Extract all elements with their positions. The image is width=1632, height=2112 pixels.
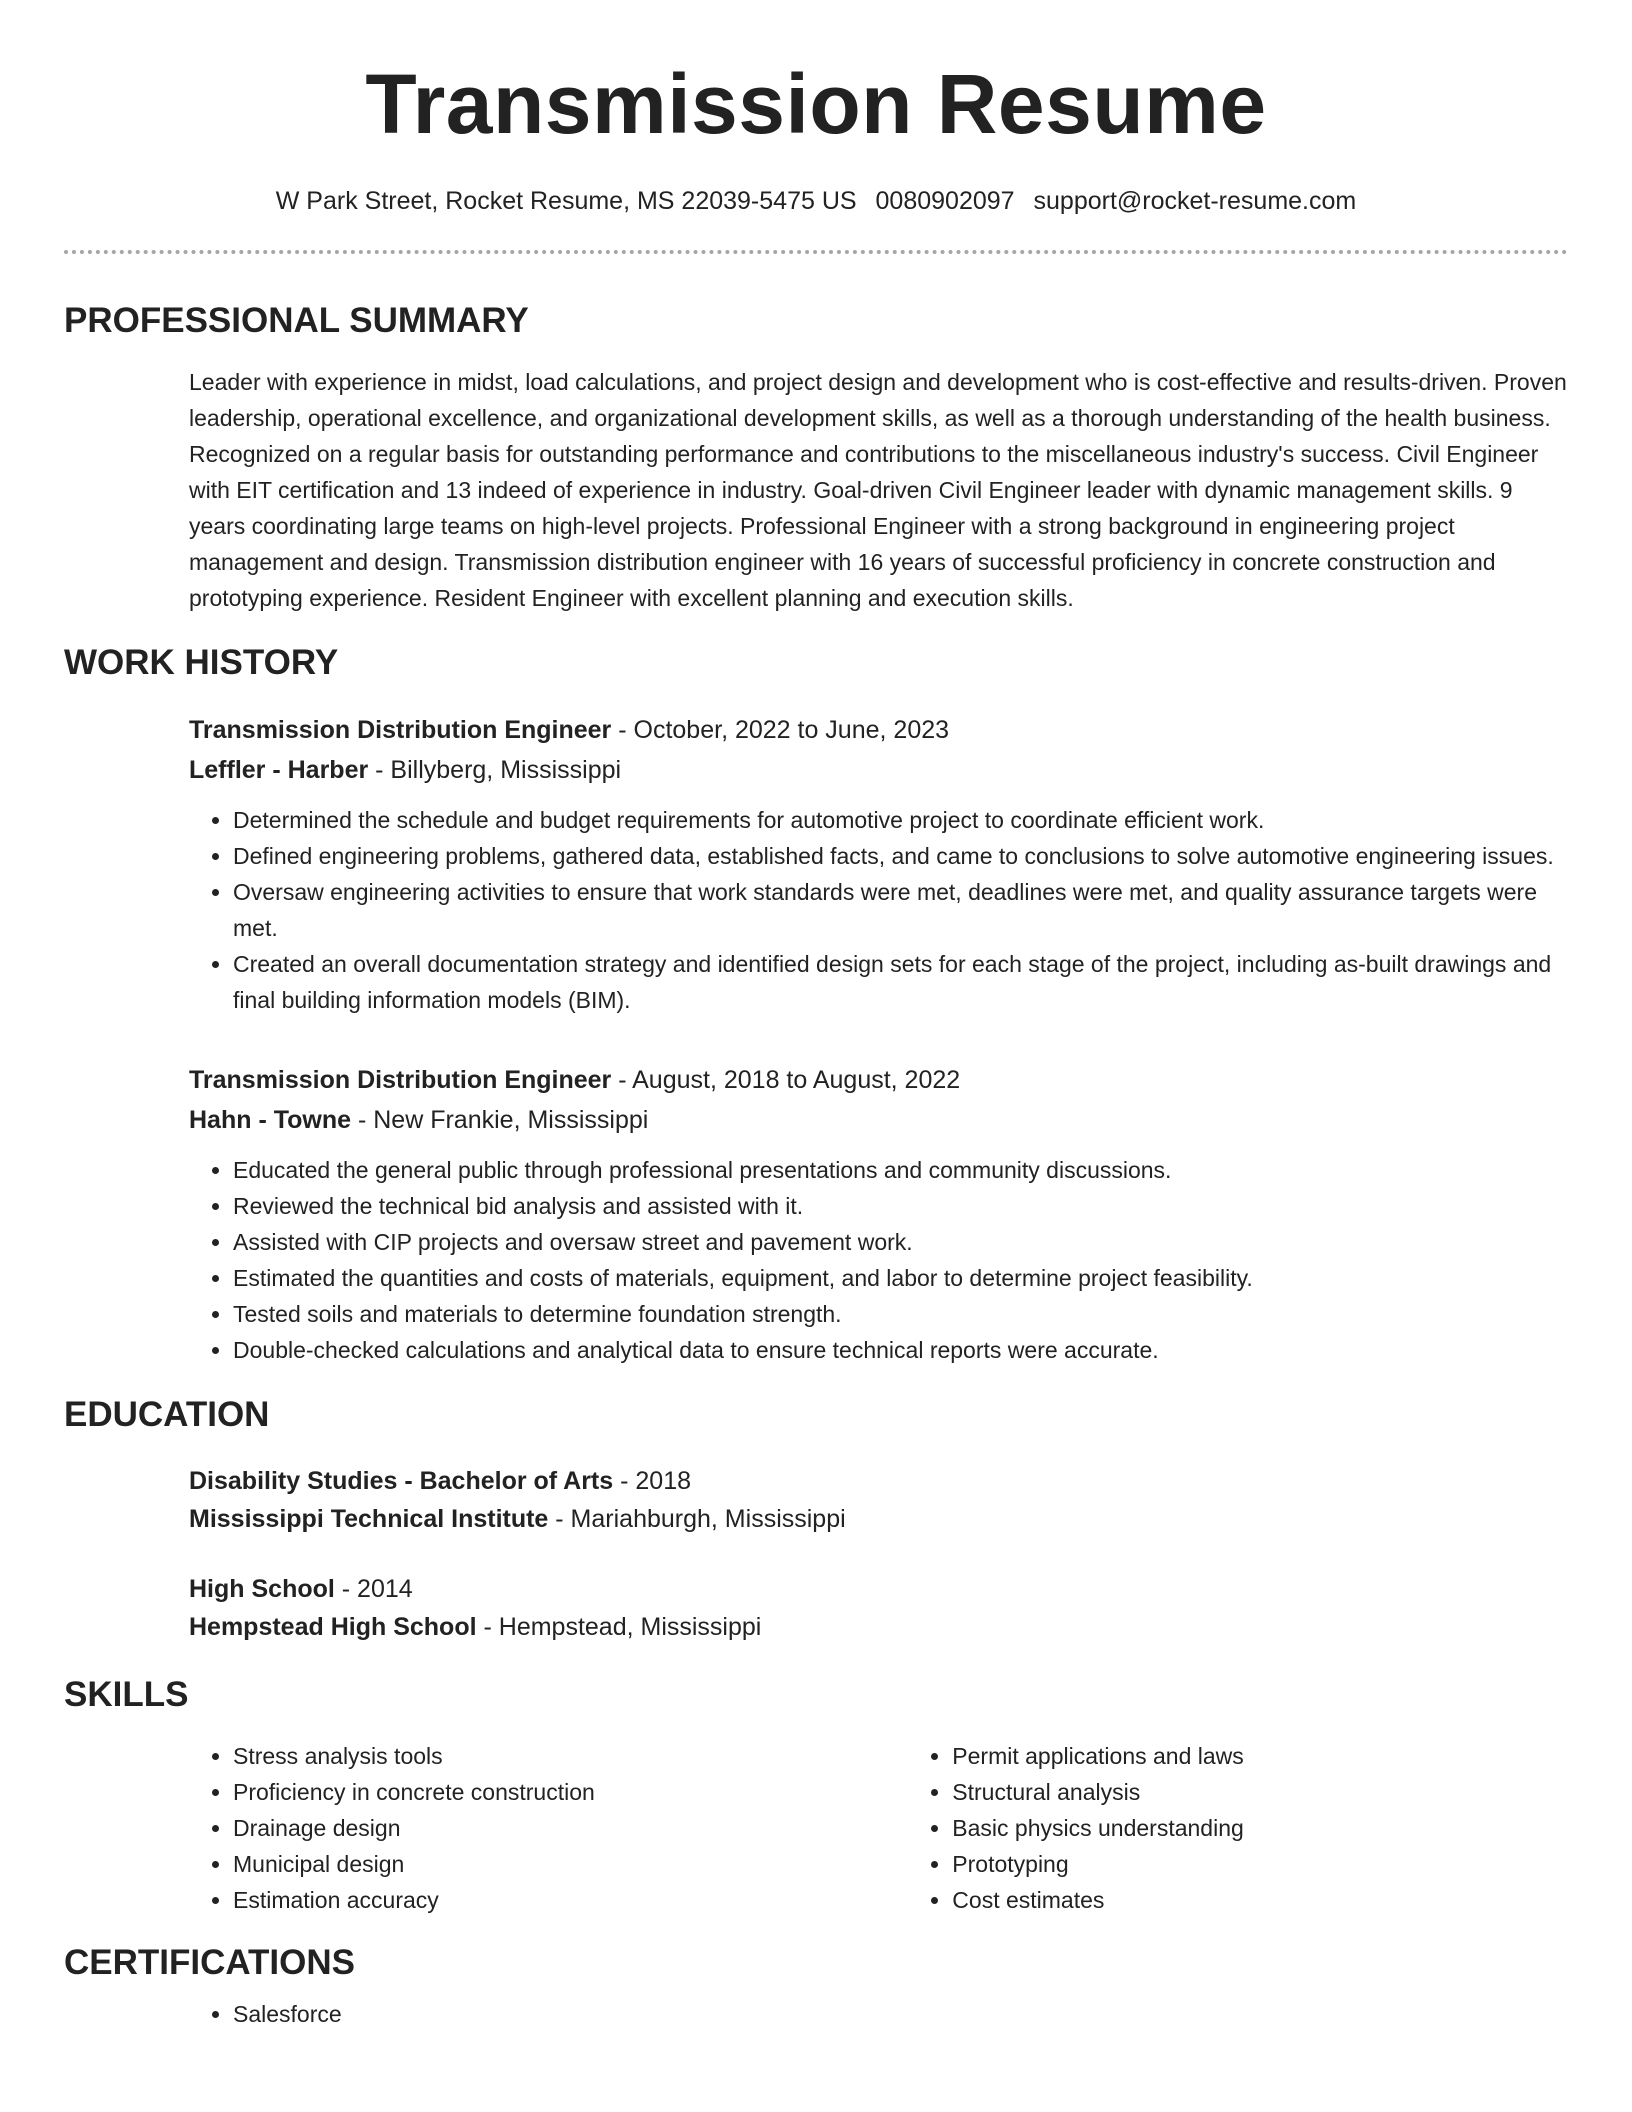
education-entry [189, 1462, 1568, 1538]
job-location: - New Frankie, Mississippi [351, 1106, 649, 1134]
job-location: - Billyberg, Mississippi [368, 756, 622, 784]
resume-title: Transmission Resume [365, 57, 1267, 151]
school-line [189, 1500, 1568, 1538]
school-line [189, 1608, 1568, 1646]
degree-line [189, 1570, 1568, 1608]
list-item: • Double-checked calculations and analytical data to ensure technical reports were accurate. [233, 1332, 1568, 1368]
school-location: - Hempstead, Mississippi [476, 1613, 762, 1641]
job-company-line [189, 1100, 1568, 1140]
contact-address: W Park Street, Rocket Resume, MS 22039-5475 US [275, 187, 857, 215]
contact-line [64, 186, 1568, 216]
certifications-heading: CERTIFICATIONS [64, 1943, 356, 1982]
degree-year: - 2014 [334, 1575, 413, 1603]
school-name: Hempstead High School [189, 1613, 477, 1641]
list-item: • Estimated the quantities and costs of materials, equipment, and labor to determine project feasibility. [233, 1260, 1568, 1296]
job-title-line [189, 1060, 1568, 1100]
list-item: • Created an overall documentation strategy and identified design sets for each stage of the project, including as-built drawings and final building information models (BIM). [233, 946, 1568, 1018]
degree-name: Disability Studies - Bachelor of Arts [189, 1467, 614, 1495]
job-dates: - August, 2018 to August, 2022 [611, 1066, 961, 1094]
job-duties-list [189, 1152, 1568, 1368]
education-entry [189, 1570, 1568, 1646]
job-company: Leffler - Harber [189, 756, 369, 784]
list-item: • Basic physics understanding [952, 1810, 1568, 1846]
job-duties-list [189, 802, 1568, 1018]
list-item: • Stress analysis tools [233, 1738, 908, 1774]
list-item: • Municipal design [233, 1846, 908, 1882]
job-title-line [189, 710, 1568, 750]
job-role: Transmission Distribution Engineer [189, 1066, 612, 1094]
job-role: Transmission Distribution Engineer [189, 716, 612, 744]
list-item: • Prototyping [952, 1846, 1568, 1882]
skills-section [64, 1674, 1568, 1918]
education-section [64, 1394, 1568, 1646]
work-history-heading: WORK HISTORY [64, 643, 339, 682]
summary-text: Leader with experience in midst, load calculations, and project design and development who is cost-effective and results-driven. Proven leadership, operational excellence, and organizational development skills, as well as a thorough understanding of the health business. Recognized on a regular basis for outstanding performance and contributions to the miscellaneous industry's success. Civil Engineer with EIT certification and 13 indeed of experience in industry. Goal-driven Civil Engineer leader with dynamic management skills. 9 years coordinating large teams on high-level projects. Professional Engineer with a strong background in engineering project management and design. Transmission distribution engineer with 16 years of successful proficiency in concrete construction and prototyping experience. Resident Engineer with excellent planning and execution skills. [189, 369, 1567, 611]
list-item: • Assisted with CIP projects and oversaw street and pavement work. [233, 1224, 1568, 1260]
job-entry [189, 1060, 1568, 1368]
list-item: • Reviewed the technical bid analysis and assisted with it. [233, 1188, 1568, 1224]
list-item: • Oversaw engineering activities to ensure that work standards were met, deadlines were met, and quality assurance targets were met. [233, 874, 1568, 946]
list-item: • Cost estimates [952, 1882, 1568, 1918]
list-item: • Proficiency in concrete construction [233, 1774, 908, 1810]
job-company: Hahn - Towne [189, 1106, 352, 1134]
header-divider [64, 250, 1568, 254]
degree-line [189, 1462, 1568, 1500]
job-company-line [189, 750, 1568, 790]
list-item: • Defined engineering problems, gathered data, established facts, and came to conclusions to solve automotive engineering issues. [233, 838, 1568, 874]
skills-grid [189, 1738, 1568, 1918]
degree-year: - 2018 [613, 1467, 692, 1495]
list-item: • Structural analysis [952, 1774, 1568, 1810]
list-item: • Drainage design [233, 1810, 908, 1846]
work-history-section [64, 642, 1568, 1368]
summary-section [64, 300, 1568, 616]
list-item: • Estimation accuracy [233, 1882, 908, 1918]
job-dates: - October, 2022 to June, 2023 [611, 716, 950, 744]
certifications-section [64, 1942, 1568, 2032]
skills-list-right [908, 1738, 1568, 1918]
list-item: • Permit applications and laws [952, 1738, 1568, 1774]
list-item: • Determined the schedule and budget requirements for automotive project to coordinate efficient work. [233, 802, 1568, 838]
school-name: Mississippi Technical Institute [189, 1505, 549, 1533]
contact-email: support@rocket-resume.com [1033, 187, 1357, 215]
education-heading: EDUCATION [64, 1395, 270, 1434]
list-item: • Educated the general public through professional presentations and community discussions. [233, 1152, 1568, 1188]
certifications-list [189, 1996, 1568, 2032]
job-entry [189, 710, 1568, 1018]
contact-phone: 0080902097 [875, 187, 1015, 215]
degree-name: High School [189, 1575, 335, 1603]
list-item: • Salesforce [233, 1996, 1568, 2032]
skills-heading: SKILLS [64, 1675, 189, 1714]
skills-list-left [189, 1738, 908, 1918]
school-location: - Mariahburgh, Mississippi [548, 1505, 846, 1533]
summary-heading: PROFESSIONAL SUMMARY [64, 301, 529, 340]
list-item: • Tested soils and materials to determine foundation strength. [233, 1296, 1568, 1332]
